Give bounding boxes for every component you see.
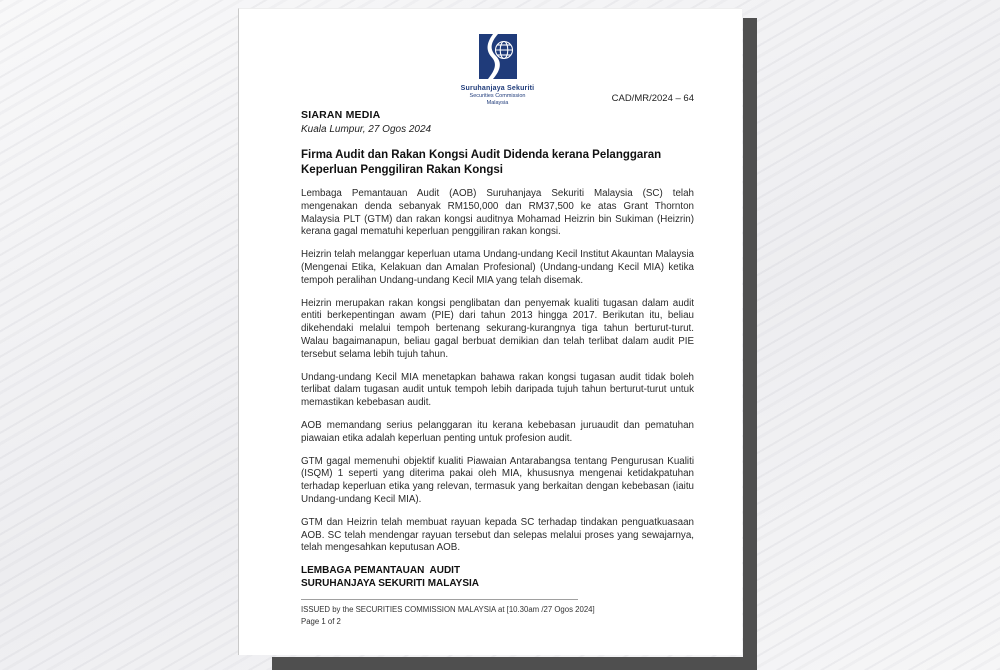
signature-line: LEMBAGA PEMANTAUAN AUDIT xyxy=(301,565,461,577)
body-paragraph: GTM dan Heizrin telah membuat rayuan kepada SC terhadap tindakan penguatkuasaan AOB. SC telah mendengar rayuan tersebut dan selepas melalui proses yang sewajarnya, telah mengesahkan keputusan AOB. xyxy=(301,516,694,554)
issued-line: ISSUED by the SECURITIES COMMISSION MALAYSIA at [10.30am /27 Ogos 2024] xyxy=(301,605,595,614)
logo-org-name-english: Securities Commission xyxy=(469,92,526,99)
press-release-page xyxy=(238,8,742,655)
signature-block xyxy=(301,565,694,591)
body-paragraph: Lembaga Pemantauan Audit (AOB) Suruhanjaya Sekuriti Malaysia (SC) telah mengenakan denda sebanyak RM150,000 dan RM37,500 ke atas Grant Thornton Malaysia PLT (GTM) dan rakan kongsi auditnya Mohamad Heizrin bin Sukiman (Heizrin) kerana gagal mematuhi keperluan penggiliran rakan kongsi. xyxy=(301,188,694,238)
signature-line: SURUHANJAYA SEKURITI MALAYSIA xyxy=(301,577,479,589)
page-shadow-right xyxy=(743,18,757,670)
body-paragraph: Undang-undang Kecil MIA menetapkan bahawa rakan kongsi tugasan audit tidak boleh terlibat dalam tugasan audit untuk tempoh lebih daripada tujuh tahun berturut-turut untuk memastikan kebebasan audit. xyxy=(301,371,694,409)
document-type-heading: SIARAN MEDIA xyxy=(301,109,381,121)
body-paragraph: GTM gagal memenuhi objektif kualiti Piawaian Antarabangsa tentang Pengurusan Kualiti (ISQM) 1 seperti yang diterima pakai oleh MIA, khususnya mengenai ketidakpatuhan terhadap keperluan etika yang relevan, termasuk yang berkaitan dengan kebebasan (iaitu Undang-undang Kecil MIA). xyxy=(301,455,694,505)
reference-number: CAD/MR/2024 – 64 xyxy=(611,93,694,104)
dateline: Kuala Lumpur, 27 Ogos 2024 xyxy=(301,124,432,135)
logo-org-name-malay: Suruhanjaya Sekuriti xyxy=(460,85,535,92)
sc-logo-icon xyxy=(479,34,517,79)
press-release-title: Firma Audit dan Rakan Kongsi Audit Didenda kerana Pelanggaran Keperluan Penggiliran Rakan Kongsi xyxy=(301,149,662,176)
page-indicator: Page 1 of 2 xyxy=(301,617,341,626)
body-paragraph: Heizrin telah melanggar keperluan utama Undang-undang Kecil Institut Akauntan Malaysia (Mengenai Etika, Kelakuan dan Amalan Profesional) (Undang-undang Kecil MIA) ketika tempoh peralihan Undang-undang Kecil MIA yang telah disemak. xyxy=(301,249,694,286)
page-shadow-bottom xyxy=(272,657,757,670)
body-paragraph: Heizrin merupakan rakan kongsi penglibatan dan penyemak kualiti tugasan dalam audit entiti berkepentingan awam (PIE) dari tahun 2013 hingga 2017. Berikutan itu, beliau dikehendaki melalui tempoh bertenang sekurang-kurangnya tiga tahun berturut-turut. Walau bagaimanapun, beliau gagal berbuat demikian dan telah terlibat dalam audit PIE tersebut selama lebih tujuh tahun. xyxy=(301,297,694,360)
body-paragraph: AOB memandang serius pelanggaran itu kerana kebebasan juruaudit dan pematuhan piawaian etika adalah keperluan penting untuk profesion audit. xyxy=(301,419,694,444)
footer-separator xyxy=(301,599,578,600)
logo-org-country: Malaysia xyxy=(486,99,509,106)
page-footer xyxy=(301,599,695,626)
